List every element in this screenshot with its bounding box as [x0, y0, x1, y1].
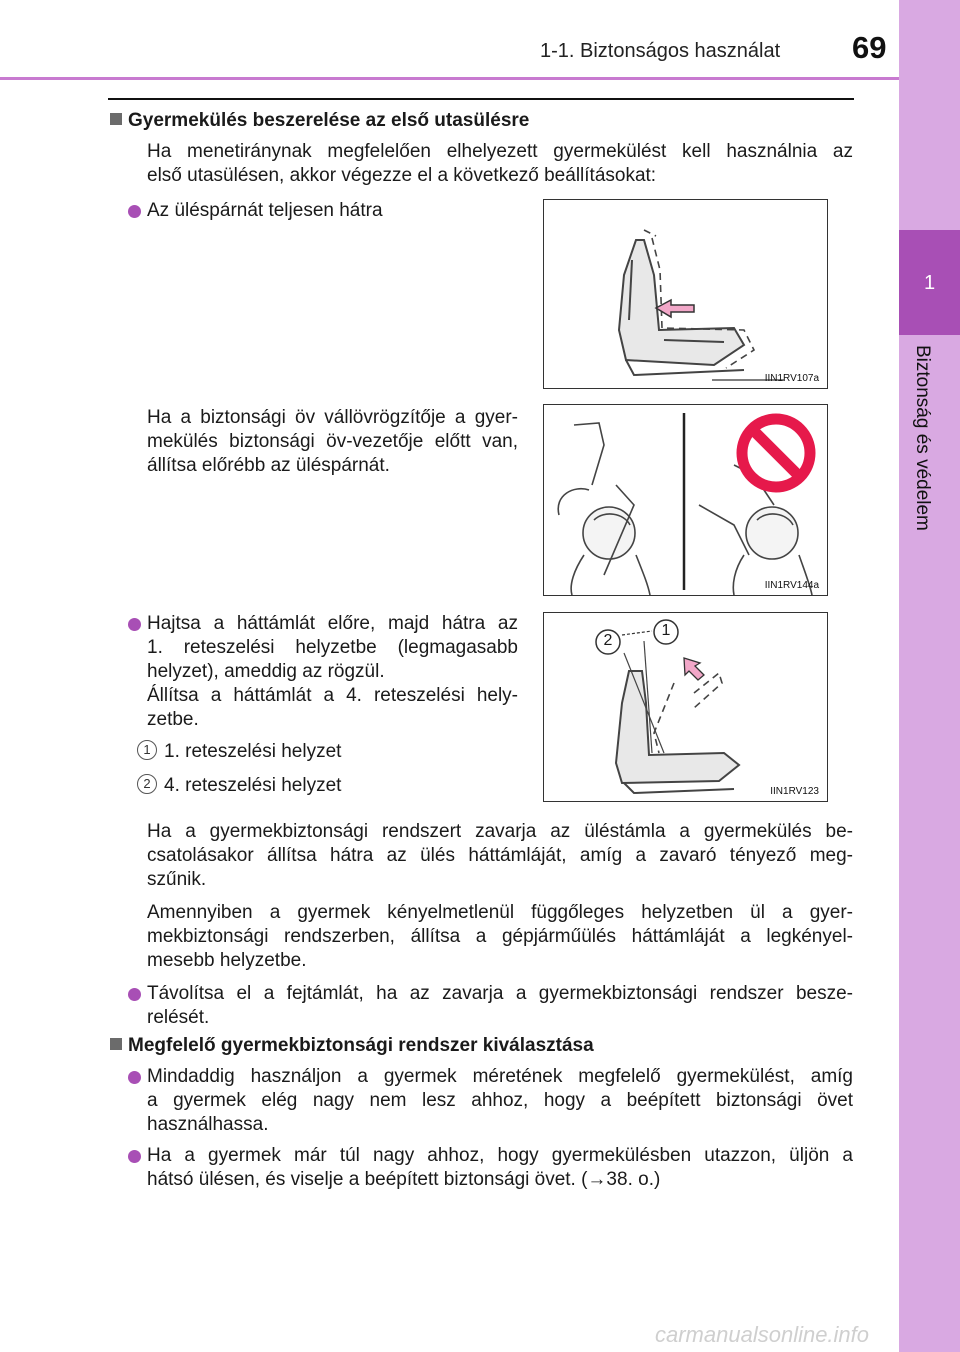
bullet-dot-icon	[128, 618, 141, 631]
paragraph-line: a gyermek elég nagy nem lesz ahhoz, hogy a beépített biztonsági övet	[147, 1090, 853, 1111]
page-number: 69	[852, 30, 887, 65]
header-rule	[0, 77, 900, 80]
square-bullet-icon	[110, 1038, 122, 1050]
watermark: carmanualsonline.info	[655, 1322, 870, 1347]
paragraph-line: 1. reteszelési helyzetbe (legmagasabb	[147, 637, 518, 658]
paragraph-line: szűnik.	[147, 869, 207, 890]
callout-number: 1	[137, 740, 157, 760]
paragraph-line[interactable]: hátsó ülésen, és viselje a beépített biztonsági övet. (→38. o.)	[147, 1169, 661, 1190]
seat-slide-illustration	[544, 200, 828, 389]
figure-belt-guide	[543, 404, 828, 596]
figure-code: IIN1RV123	[770, 786, 819, 797]
paragraph-line: Ha menetiránynak megfelelően elhelyezett gyermekülést kell használnia az	[147, 141, 853, 162]
chapter-title: Biztonság és védelem	[912, 345, 933, 531]
backrest-illustration	[544, 613, 828, 802]
bullet-dot-icon	[128, 1150, 141, 1163]
paragraph-line: Távolítsa el a fejtámlát, ha az zavarja a gyermekbiztonsági rendszer besze-	[147, 983, 853, 1004]
heading-text: Gyermekülés beszerelése az első utasülésre	[128, 110, 530, 131]
figure-label: 1	[661, 622, 671, 639]
section-title: 1-1. Biztonságos használat	[540, 40, 781, 62]
paragraph-line: használhassa.	[147, 1114, 269, 1135]
callout-text: 4. reteszelési helyzet	[164, 775, 342, 796]
figure-code: IIN1RV144a	[764, 580, 819, 591]
bullet-dot-icon	[128, 1071, 141, 1084]
section-heading	[110, 1034, 594, 1058]
paragraph-line: Hajtsa a háttámlát előre, majd hátra az	[147, 613, 518, 634]
chapter-number: 1	[923, 272, 936, 294]
paragraph-line: Állítsa a háttámlát a 4. reteszelési hely-	[147, 685, 518, 706]
callout-number: 2	[137, 774, 157, 794]
paragraph-line: zetbe.	[147, 709, 199, 730]
prohibited-icon	[742, 419, 810, 487]
paragraph-line: Ha a biztonsági öv vállövrögzítője a gyer-	[147, 407, 518, 428]
section-heading	[110, 109, 529, 133]
paragraph-line: állítsa előrébb az üléspárnát.	[147, 455, 390, 476]
figure-backrest-positions	[543, 612, 828, 802]
section-rule	[108, 98, 854, 100]
paragraph-line: Ha a gyermek már túl nagy ahhoz, hogy gyermekülésben utazzon, üljön a	[147, 1145, 853, 1166]
square-bullet-icon	[110, 113, 122, 125]
paragraph-line: mekbiztonsági rendszerben, állítsa a gépjárműülés háttámláját a legkényel-	[147, 926, 853, 947]
chapter-side-tab	[899, 0, 960, 1352]
paragraph-line: Amennyiben a gyermek kényelmetlenül függőleges helyzetben ül a gyer-	[147, 902, 853, 923]
paragraph-line: csatolásakor állítsa hátra az ülés háttámláját, amíg a zavaró tényező meg-	[147, 845, 853, 866]
tilt-arrow-icon	[684, 658, 704, 680]
paragraph-line: mekülés biztonsági öv-vezetője előtt van,	[147, 431, 518, 452]
callout-text: 1. reteszelési helyzet	[164, 741, 342, 762]
heading-text: Megfelelő gyermekbiztonsági rendszer kiválasztása	[128, 1035, 594, 1056]
bullet-dot-icon	[128, 988, 141, 1001]
paragraph-line: Az üléspárnát teljesen hátra	[147, 200, 383, 221]
paragraph-line: Mindaddig használjon a gyermek méretének megfelelő gyermekülést, amíg	[147, 1066, 853, 1087]
paragraph-line: relését.	[147, 1007, 210, 1028]
figure-seat-slide	[543, 199, 828, 389]
paragraph-line: Ha a gyermekbiztonsági rendszert zavarja az üléstámla a gyermekülés be-	[147, 821, 853, 842]
belt-guide-illustration	[544, 405, 828, 596]
bullet-dot-icon	[128, 205, 141, 218]
paragraph-line: első utasülésen, akkor végezze el a következő beállításokat:	[147, 165, 657, 186]
figure-code: IIN1RV107a	[764, 373, 819, 384]
paragraph-line: helyzet), ameddig az rögzül.	[147, 661, 385, 682]
figure-label: 2	[603, 632, 613, 649]
paragraph-line: mesebb helyzetbe.	[147, 950, 307, 971]
